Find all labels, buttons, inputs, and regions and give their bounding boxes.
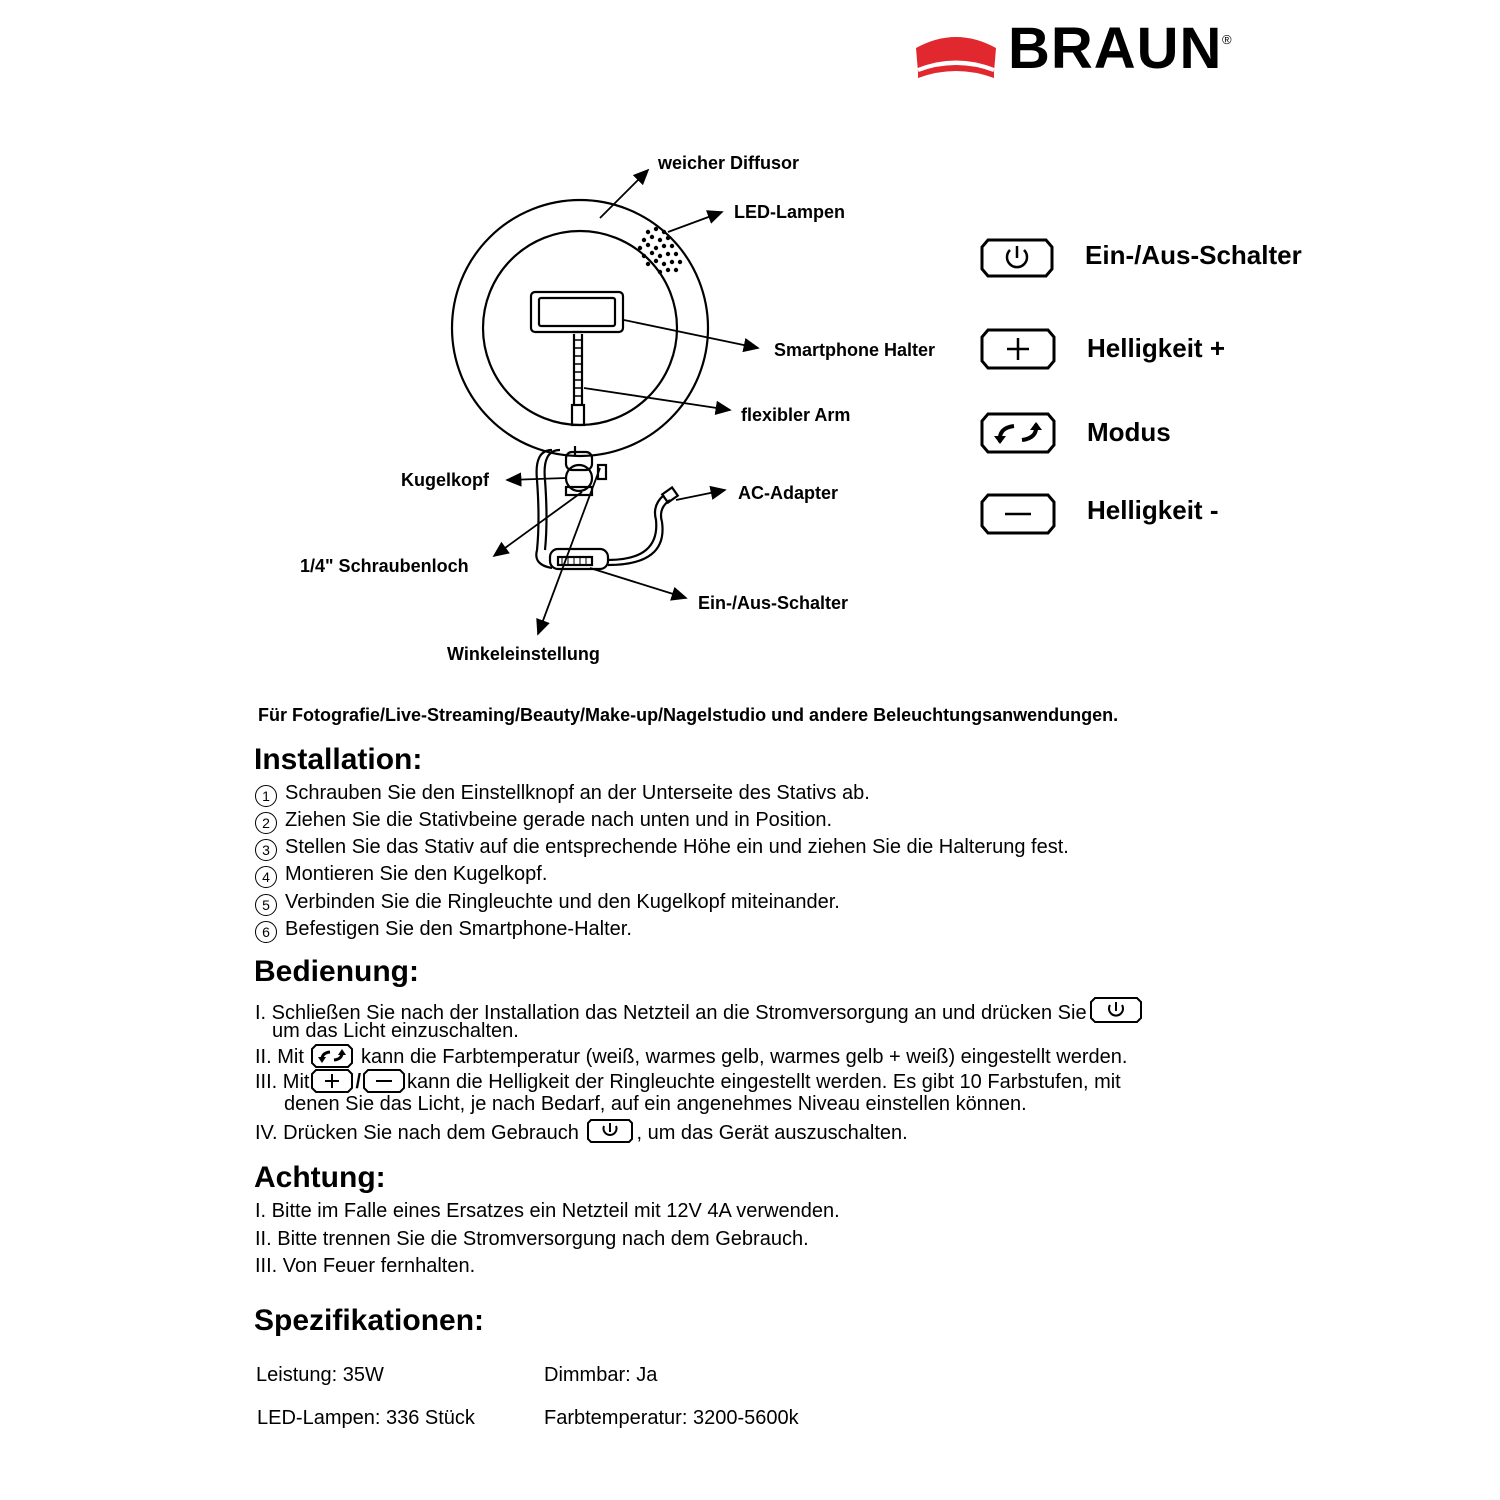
specs-heading: Spezifikationen: [254, 1304, 485, 1337]
minus-icon [363, 1069, 405, 1093]
label-diffusor: weicher Diffusor [658, 153, 800, 173]
bedienung-text: IV. Drücken Sie nach dem Gebrauch [255, 1122, 579, 1144]
achtung-item: II. Bitte trennen Sie die Stromversorgung nach dem Gebrauch. [255, 1228, 809, 1250]
installation-heading: Installation: [254, 743, 423, 776]
bedienung-item-3 [255, 1069, 1121, 1093]
registered-mark: ® [1222, 32, 1232, 47]
legend-mode-label: Modus [1087, 417, 1171, 447]
mode-icon [311, 1044, 353, 1068]
install-step [255, 810, 832, 834]
spec-dimmbar: Dimmbar: Ja [544, 1364, 658, 1386]
step-number: 4 [255, 866, 277, 888]
label-ballhead: Kugelkopf [401, 470, 489, 490]
step-number: 1 [255, 785, 277, 807]
bedienung-text: kann die Farbtemperatur (weiß, warmes gelb, warmes gelb + weiß) eingestellt werden. [361, 1046, 1128, 1068]
label-switch: Ein-/Aus-Schalter [698, 593, 849, 613]
plus-icon [311, 1069, 353, 1093]
label-screw-hole: 1/4" Schraubenloch [300, 556, 469, 576]
tagline: Für Fotografie/Live-Streaming/Beauty/Make-up/Nagelstudio und andere Beleuchtungsanwendungen. [258, 705, 1119, 725]
install-step [255, 783, 870, 807]
label-phone-holder: Smartphone Halter [774, 340, 936, 360]
install-step [255, 837, 1069, 861]
spec-leistung: Leistung: 35W [256, 1364, 384, 1386]
legend-minus-label: Helligkeit - [1087, 495, 1219, 525]
minus-icon [980, 493, 1056, 535]
mode-icon [980, 412, 1056, 454]
brand-name: BRAUN [1008, 16, 1223, 81]
label-angle: Winkeleinstellung [447, 644, 600, 664]
plus-icon [980, 328, 1056, 370]
bedienung-item-4 [255, 1118, 908, 1144]
step-text: Ziehen Sie die Stativbeine gerade nach unten und in Position. [285, 809, 833, 831]
bedienung-text: kann die Helligkeit der Ringleuchte eingestellt werden. Es gibt 10 Farbstufen, mit [407, 1071, 1121, 1093]
bedienung-text: I. Schließen Sie nach der Installation das Netzteil an die Stromversorgung an und drücken Sie [255, 1002, 1087, 1024]
achtung-item: III. Von Feuer fernhalten. [255, 1255, 476, 1277]
step-number: 5 [255, 894, 277, 916]
step-number: 6 [255, 921, 277, 943]
install-step [255, 892, 840, 916]
install-step [255, 864, 547, 888]
bedienung-item-3-cont: denen Sie das Licht, je nach Bedarf, auf ein angenehmes Niveau einstellen können. [284, 1093, 1027, 1115]
step-text: Montieren Sie den Kugelkopf. [285, 863, 548, 885]
label-ac-adapter: AC-Adapter [738, 483, 839, 503]
achtung-item: I. Bitte im Falle eines Ersatzes ein Netzteil mit 12V 4A verwenden. [255, 1200, 840, 1222]
step-number: 2 [255, 812, 277, 834]
bedienung-text: III. Mit [255, 1071, 310, 1093]
bedienung-text: II. Mit [255, 1046, 304, 1068]
legend-plus-label: Helligkeit + [1087, 333, 1225, 363]
bedienung-item-2 [255, 1044, 1127, 1068]
spec-led: LED-Lampen: 336 Stück [257, 1407, 475, 1429]
spec-farbtemp: Farbtemperatur: 3200-5600k [544, 1407, 799, 1429]
step-text: Befestigen Sie den Smartphone-Halter. [285, 918, 632, 940]
install-step [255, 919, 632, 943]
label-arm: flexibler Arm [741, 405, 851, 425]
achtung-heading: Achtung: [254, 1161, 386, 1194]
power-icon [1089, 996, 1143, 1024]
step-text: Schrauben Sie den Einstellknopf an der Unterseite des Stativs ab. [285, 782, 870, 804]
bedienung-text: , um das Gerät auszuschalten. [636, 1122, 908, 1144]
bedienung-item-1-cont: um das Licht einzuschalten. [272, 1020, 519, 1042]
power-icon [980, 238, 1054, 278]
step-text: Verbinden Sie die Ringleuchte und den Kugelkopf miteinander. [285, 891, 840, 913]
label-led: LED-Lampen [734, 202, 846, 222]
step-number: 3 [255, 839, 277, 861]
bedienung-separator: / [355, 1071, 362, 1093]
step-text: Stellen Sie das Stativ auf die entsprechende Höhe ein und ziehen Sie die Halterung fest. [285, 836, 1069, 858]
bedienung-heading: Bedienung: [254, 955, 419, 988]
legend-power-label: Ein-/Aus-Schalter [1085, 240, 1302, 270]
power-icon [586, 1118, 634, 1144]
